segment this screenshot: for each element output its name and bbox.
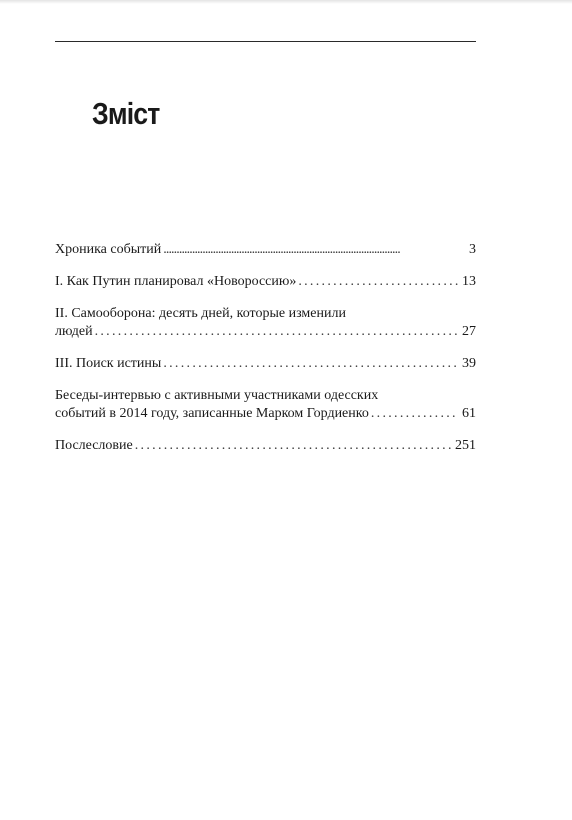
dot-leader bbox=[371, 405, 458, 423]
dot-leader bbox=[135, 437, 451, 455]
dot-leader bbox=[298, 273, 458, 291]
dot-leader bbox=[163, 355, 458, 373]
header-rule bbox=[55, 41, 476, 42]
toc-entry-title-line: II. Самооборона: десять дней, которые изменили bbox=[55, 306, 346, 321]
dot-leader bbox=[95, 323, 458, 341]
toc-page-number: 3 bbox=[469, 242, 476, 257]
toc-entry-chapter-3[interactable] bbox=[55, 355, 476, 373]
toc-page-number: 13 bbox=[462, 274, 476, 289]
toc-entry-title: III. Поиск истины bbox=[55, 356, 162, 371]
toc-page-number: 27 bbox=[462, 324, 476, 339]
toc-entry-title: Послесловие bbox=[55, 438, 133, 453]
toc-entry-row bbox=[55, 323, 476, 341]
dot-leader bbox=[163, 241, 465, 259]
toc-page-number: 251 bbox=[455, 438, 476, 453]
toc-entry-title-line: Беседы-интервью с активными участниками одесских bbox=[55, 388, 379, 403]
toc-entry-chapter-2[interactable] bbox=[55, 305, 476, 341]
toc-entry-row bbox=[55, 405, 476, 423]
toc-page-number: 61 bbox=[462, 406, 476, 421]
toc-entry-row bbox=[55, 273, 476, 291]
page-title: Зміст bbox=[92, 96, 160, 131]
page-edge-shadow bbox=[0, 0, 572, 4]
toc-entry-row bbox=[55, 437, 476, 455]
toc-page-number: 39 bbox=[462, 356, 476, 371]
toc-entry-interviews[interactable] bbox=[55, 387, 476, 423]
table-of-contents bbox=[55, 241, 476, 469]
toc-entry-title: Хроника событий bbox=[55, 242, 162, 257]
toc-entry-title: событий в 2014 году, записанные Марком Гордиенко bbox=[55, 406, 369, 421]
toc-entry-chronicle[interactable] bbox=[55, 241, 476, 259]
toc-entry-row bbox=[55, 241, 476, 259]
toc-entry-afterword[interactable] bbox=[55, 437, 476, 455]
toc-entry-title: I. Как Путин планировал «Новороссию» bbox=[55, 274, 297, 289]
toc-entry-title: людей bbox=[55, 324, 93, 339]
toc-entry-row bbox=[55, 355, 476, 373]
toc-entry-chapter-1[interactable] bbox=[55, 273, 476, 291]
